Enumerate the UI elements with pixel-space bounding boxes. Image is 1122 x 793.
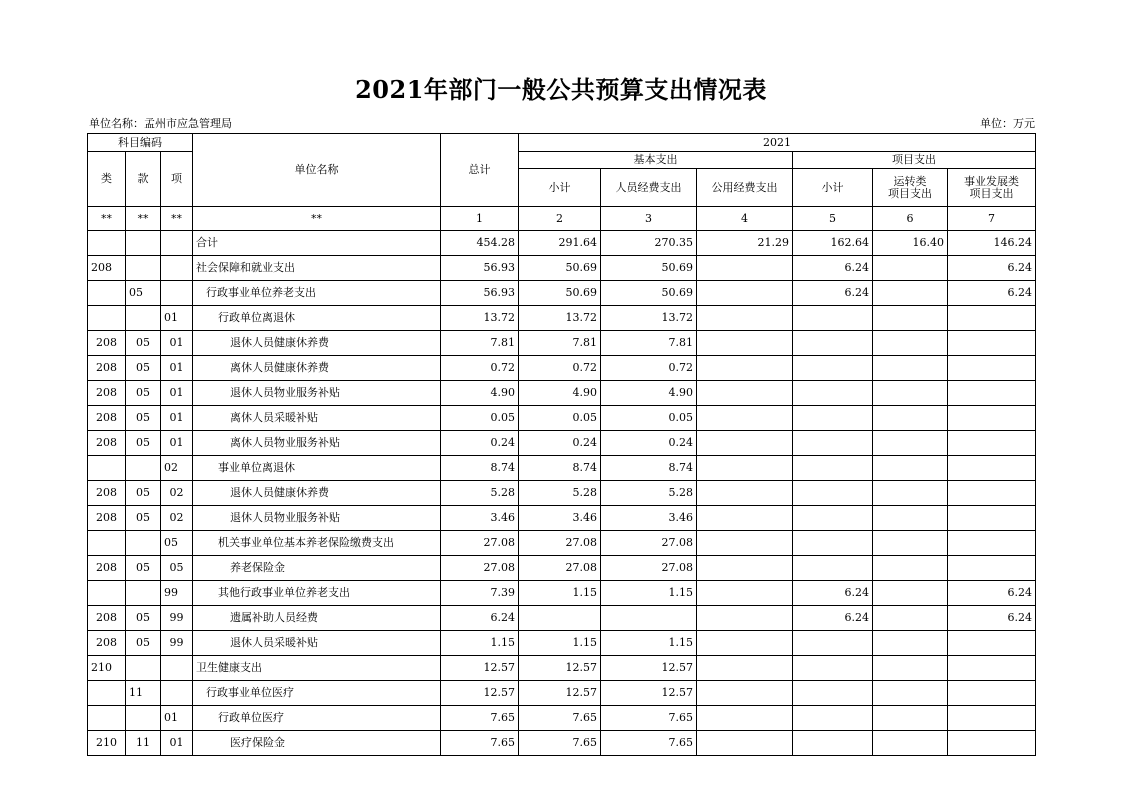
dev-project-cell: [948, 631, 1036, 656]
personnel-cell: 0.05: [601, 406, 697, 431]
total-cell: 5.28: [441, 481, 519, 506]
project-subtotal-cell: 6.24: [793, 281, 873, 306]
transfer-project-cell: [873, 556, 948, 581]
table-row: [88, 231, 1036, 256]
public-expense-cell: [697, 431, 793, 456]
index-4: 4: [697, 207, 793, 231]
project-subtotal-cell: [793, 656, 873, 681]
code-xiang: 01: [161, 306, 193, 331]
total-cell: 12.57: [441, 656, 519, 681]
code-xiang: 99: [161, 631, 193, 656]
code-xiang: 02: [161, 506, 193, 531]
code-lei: 208: [88, 506, 126, 531]
public-expense-cell: [697, 456, 793, 481]
code-kuan: 11: [126, 731, 161, 756]
dev-project-cell: [948, 531, 1036, 556]
code-lei: [88, 456, 126, 481]
code-lei: 210: [88, 656, 126, 681]
public-expense-cell: 21.29: [697, 231, 793, 256]
project-subtotal-header: 小计: [793, 169, 873, 207]
personnel-cell: 7.65: [601, 731, 697, 756]
code-xiang: [161, 681, 193, 706]
basic-subtotal-cell: 0.05: [519, 406, 601, 431]
code-lei: 208: [88, 481, 126, 506]
code-lei: 208: [88, 256, 126, 281]
basic-subtotal-cell: 0.24: [519, 431, 601, 456]
basic-subtotal-cell: 27.08: [519, 531, 601, 556]
code-xiang: 01: [161, 706, 193, 731]
index-5: 5: [793, 207, 873, 231]
code-xiang: 99: [161, 606, 193, 631]
code-kuan: 05: [126, 431, 161, 456]
code-xiang: [161, 256, 193, 281]
public-expense-header: 公用经费支出: [697, 169, 793, 207]
row-name: 行政单位离退休: [193, 306, 441, 331]
total-cell: 8.74: [441, 456, 519, 481]
personnel-cell: 0.72: [601, 356, 697, 381]
code-xiang: 01: [161, 331, 193, 356]
code-lei: 208: [88, 406, 126, 431]
transfer-project-cell: [873, 581, 948, 606]
code-kuan: [126, 256, 161, 281]
project-subtotal-cell: [793, 481, 873, 506]
total-cell: 56.93: [441, 256, 519, 281]
table-row: [88, 331, 1036, 356]
basic-subtotal-cell: 50.69: [519, 256, 601, 281]
total-header: 总计: [441, 134, 519, 207]
total-cell: 1.15: [441, 631, 519, 656]
personnel-cell: 3.46: [601, 506, 697, 531]
index-1: 1: [441, 207, 519, 231]
code-kuan: [126, 231, 161, 256]
personnel-cell: 270.35: [601, 231, 697, 256]
project-subtotal-cell: [793, 331, 873, 356]
code-lei: 210: [88, 731, 126, 756]
code-xiang: [161, 281, 193, 306]
dev-project-cell: [948, 306, 1036, 331]
public-expense-cell: [697, 356, 793, 381]
public-expense-cell: [697, 306, 793, 331]
transfer-project-cell: [873, 681, 948, 706]
total-cell: 0.72: [441, 356, 519, 381]
basic-expense-header: 基本支出: [519, 152, 793, 169]
index-7: 7: [948, 207, 1036, 231]
dev-project-cell: 6.24: [948, 281, 1036, 306]
code-lei: 208: [88, 381, 126, 406]
code-kuan: 05: [126, 556, 161, 581]
total-cell: 4.90: [441, 381, 519, 406]
total-cell: 0.24: [441, 431, 519, 456]
row-name: 离休人员物业服务补贴: [193, 431, 441, 456]
transfer-project-cell: [873, 731, 948, 756]
code-lei: [88, 706, 126, 731]
code-lei: 208: [88, 331, 126, 356]
table-row: [88, 681, 1036, 706]
basic-subtotal-cell: 3.46: [519, 506, 601, 531]
basic-subtotal-cell: 7.81: [519, 331, 601, 356]
dev-project-cell: 146.24: [948, 231, 1036, 256]
dev-project-cell: [948, 481, 1036, 506]
transfer-project-cell: [873, 456, 948, 481]
transfer-project-cell: [873, 406, 948, 431]
stars-kuan: **: [126, 207, 161, 231]
transfer-project-cell: [873, 431, 948, 456]
project-subtotal-cell: [793, 681, 873, 706]
transfer-project-cell: [873, 481, 948, 506]
row-name: 其他行政事业单位养老支出: [193, 581, 441, 606]
personnel-cell: 1.15: [601, 631, 697, 656]
code-lei: 208: [88, 556, 126, 581]
project-subtotal-cell: [793, 556, 873, 581]
public-expense-cell: [697, 281, 793, 306]
project-subtotal-cell: 6.24: [793, 581, 873, 606]
transfer-project-cell: [873, 531, 948, 556]
row-name: 离休人员健康休养费: [193, 356, 441, 381]
code-xiang: 05: [161, 531, 193, 556]
lei-header: 类: [88, 152, 126, 207]
transfer-project-header: [873, 169, 948, 207]
table-row: [88, 431, 1036, 456]
personnel-cell: 5.28: [601, 481, 697, 506]
basic-subtotal-cell: 5.28: [519, 481, 601, 506]
unit-name-label: 单位名称：孟州市应急管理局: [89, 117, 232, 130]
unit-name-header: 单位名称: [193, 134, 441, 207]
total-cell: 7.39: [441, 581, 519, 606]
transfer-project-cell: [873, 506, 948, 531]
dev-project-cell: [948, 656, 1036, 681]
project-subtotal-cell: [793, 531, 873, 556]
dev-project-cell: [948, 731, 1036, 756]
table-row: [88, 531, 1036, 556]
code-kuan: [126, 531, 161, 556]
personnel-cell: 8.74: [601, 456, 697, 481]
public-expense-cell: [697, 731, 793, 756]
stars-name: **: [193, 207, 441, 231]
public-expense-cell: [697, 406, 793, 431]
personnel-cell: 0.24: [601, 431, 697, 456]
code-xiang: [161, 656, 193, 681]
basic-subtotal-header: 小计: [519, 169, 601, 207]
transfer-project-cell: [873, 281, 948, 306]
dev-project-cell: [948, 456, 1036, 481]
table-row: [88, 731, 1036, 756]
subject-code-header: 科目编码: [88, 134, 193, 152]
transfer-project-cell: [873, 706, 948, 731]
code-kuan: 05: [126, 506, 161, 531]
row-name: 退休人员物业服务补贴: [193, 506, 441, 531]
public-expense-cell: [697, 581, 793, 606]
code-kuan: 05: [126, 406, 161, 431]
row-name: 退休人员采暖补贴: [193, 631, 441, 656]
public-expense-cell: [697, 481, 793, 506]
transfer-line-2: 项目支出: [888, 186, 932, 200]
project-subtotal-cell: 6.24: [793, 256, 873, 281]
basic-subtotal-cell: 12.57: [519, 681, 601, 706]
table-row: [88, 656, 1036, 681]
transfer-project-cell: [873, 331, 948, 356]
total-cell: 7.81: [441, 331, 519, 356]
basic-subtotal-cell: 7.65: [519, 731, 601, 756]
personnel-cell: 12.57: [601, 681, 697, 706]
basic-subtotal-cell: 27.08: [519, 556, 601, 581]
personnel-cell: 12.57: [601, 656, 697, 681]
dev-project-cell: 6.24: [948, 581, 1036, 606]
project-subtotal-cell: 162.64: [793, 231, 873, 256]
public-expense-cell: [697, 631, 793, 656]
personnel-cell: 7.81: [601, 331, 697, 356]
table-row: [88, 306, 1036, 331]
meta-bar: [89, 115, 1035, 129]
project-subtotal-cell: [793, 706, 873, 731]
public-expense-cell: [697, 381, 793, 406]
stars-lei: **: [88, 207, 126, 231]
dev-project-cell: [948, 506, 1036, 531]
table-row: [88, 406, 1036, 431]
dev-project-cell: 6.24: [948, 256, 1036, 281]
code-lei: [88, 581, 126, 606]
dev-project-cell: [948, 706, 1036, 731]
project-subtotal-cell: [793, 506, 873, 531]
row-name: 医疗保险金: [193, 731, 441, 756]
code-kuan: 05: [126, 281, 161, 306]
total-cell: 7.65: [441, 706, 519, 731]
basic-subtotal-cell: 0.72: [519, 356, 601, 381]
basic-subtotal-cell: [519, 606, 601, 631]
row-name: 合计: [193, 231, 441, 256]
transfer-project-cell: [873, 656, 948, 681]
code-kuan: [126, 306, 161, 331]
row-name: 行政事业单位养老支出: [193, 281, 441, 306]
page-title: 2021年部门一般公共预算支出情况表: [355, 75, 767, 104]
code-lei: [88, 681, 126, 706]
code-lei: [88, 531, 126, 556]
total-cell: 3.46: [441, 506, 519, 531]
table-row: [88, 606, 1036, 631]
code-kuan: 05: [126, 631, 161, 656]
table-row: [88, 581, 1036, 606]
code-xiang: 02: [161, 481, 193, 506]
code-xiang: 01: [161, 406, 193, 431]
code-kuan: 05: [126, 606, 161, 631]
code-kuan: 05: [126, 381, 161, 406]
kuan-header: 款: [126, 152, 161, 207]
public-expense-cell: [697, 656, 793, 681]
row-name: 行政事业单位医疗: [193, 681, 441, 706]
project-subtotal-cell: [793, 431, 873, 456]
project-subtotal-cell: 6.24: [793, 606, 873, 631]
dev-line-1: 事业发展类: [964, 174, 1020, 188]
personnel-cell: 13.72: [601, 306, 697, 331]
row-name: 退休人员物业服务补贴: [193, 381, 441, 406]
basic-subtotal-cell: 13.72: [519, 306, 601, 331]
table-row: [88, 356, 1036, 381]
table-row: [88, 481, 1036, 506]
code-xiang: 05: [161, 556, 193, 581]
basic-subtotal-cell: 1.15: [519, 631, 601, 656]
dev-project-header: [948, 169, 1036, 207]
total-cell: 12.57: [441, 681, 519, 706]
index-2: 2: [519, 207, 601, 231]
code-kuan: [126, 581, 161, 606]
table-row: [88, 631, 1036, 656]
project-expense-header: 项目支出: [793, 152, 1036, 169]
code-xiang: 02: [161, 456, 193, 481]
index-6: 6: [873, 207, 948, 231]
code-lei: [88, 281, 126, 306]
row-name: 机关事业单位基本养老保险缴费支出: [193, 531, 441, 556]
table-row: [88, 281, 1036, 306]
personnel-cell: 50.69: [601, 281, 697, 306]
total-cell: 7.65: [441, 731, 519, 756]
public-expense-cell: [697, 531, 793, 556]
project-subtotal-cell: [793, 456, 873, 481]
code-kuan: 11: [126, 681, 161, 706]
code-xiang: 01: [161, 431, 193, 456]
transfer-line-1: 运转类: [893, 174, 927, 188]
dev-line-2: 项目支出: [969, 186, 1014, 200]
row-name: 社会保障和就业支出: [193, 256, 441, 281]
transfer-project-cell: [873, 606, 948, 631]
project-subtotal-cell: [793, 381, 873, 406]
transfer-project-cell: [873, 256, 948, 281]
public-expense-cell: [697, 556, 793, 581]
total-cell: 454.28: [441, 231, 519, 256]
code-lei: 208: [88, 431, 126, 456]
dev-project-cell: [948, 356, 1036, 381]
basic-subtotal-cell: 12.57: [519, 656, 601, 681]
public-expense-cell: [697, 256, 793, 281]
basic-subtotal-cell: 7.65: [519, 706, 601, 731]
transfer-project-cell: [873, 306, 948, 331]
total-cell: 6.24: [441, 606, 519, 631]
row-name: 养老保险金: [193, 556, 441, 581]
code-kuan: 05: [126, 481, 161, 506]
table-row: [88, 556, 1036, 581]
dev-project-cell: [948, 381, 1036, 406]
xiang-header: 项: [161, 152, 193, 207]
header-row-1: [88, 134, 1036, 152]
code-xiang: 01: [161, 356, 193, 381]
code-lei: [88, 231, 126, 256]
index-row: [88, 207, 1036, 231]
project-subtotal-cell: [793, 406, 873, 431]
public-expense-cell: [697, 681, 793, 706]
budget-table: [87, 133, 1036, 756]
basic-subtotal-cell: 1.15: [519, 581, 601, 606]
transfer-project-cell: [873, 356, 948, 381]
code-xiang: 01: [161, 381, 193, 406]
code-lei: 208: [88, 606, 126, 631]
transfer-project-cell: [873, 631, 948, 656]
code-kuan: [126, 456, 161, 481]
table-row: [88, 381, 1036, 406]
code-xiang: 01: [161, 731, 193, 756]
row-name: 离休人员采暖补贴: [193, 406, 441, 431]
basic-subtotal-cell: 50.69: [519, 281, 601, 306]
row-name: 行政单位医疗: [193, 706, 441, 731]
code-lei: [88, 306, 126, 331]
personnel-cell: 1.15: [601, 581, 697, 606]
code-kuan: 05: [126, 356, 161, 381]
dev-project-cell: 6.24: [948, 606, 1036, 631]
row-name: 事业单位离退休: [193, 456, 441, 481]
row-name: 卫生健康支出: [193, 656, 441, 681]
public-expense-cell: [697, 606, 793, 631]
total-cell: 0.05: [441, 406, 519, 431]
public-expense-cell: [697, 706, 793, 731]
code-kuan: [126, 706, 161, 731]
public-expense-cell: [697, 331, 793, 356]
code-xiang: [161, 231, 193, 256]
basic-subtotal-cell: 291.64: [519, 231, 601, 256]
project-subtotal-cell: [793, 731, 873, 756]
project-subtotal-cell: [793, 631, 873, 656]
table-row: [88, 506, 1036, 531]
stars-xiang: **: [161, 207, 193, 231]
project-subtotal-cell: [793, 356, 873, 381]
dev-project-cell: [948, 406, 1036, 431]
table-row: [88, 256, 1036, 281]
personnel-cell: 4.90: [601, 381, 697, 406]
dev-project-cell: [948, 681, 1036, 706]
personnel-cell: 7.65: [601, 706, 697, 731]
row-name: 退休人员健康休养费: [193, 331, 441, 356]
year-header: 2021: [519, 134, 1036, 152]
row-name: 退休人员健康休养费: [193, 481, 441, 506]
code-lei: 208: [88, 631, 126, 656]
dev-project-cell: [948, 331, 1036, 356]
personnel-header: 人员经费支出: [601, 169, 697, 207]
basic-subtotal-cell: 4.90: [519, 381, 601, 406]
personnel-cell: 50.69: [601, 256, 697, 281]
table-row: [88, 456, 1036, 481]
total-cell: 13.72: [441, 306, 519, 331]
project-subtotal-cell: [793, 306, 873, 331]
row-name: 遗属补助人员经费: [193, 606, 441, 631]
total-cell: 27.08: [441, 531, 519, 556]
personnel-cell: 27.08: [601, 531, 697, 556]
dev-project-cell: [948, 556, 1036, 581]
dev-project-cell: [948, 431, 1036, 456]
transfer-project-cell: [873, 381, 948, 406]
code-xiang: 99: [161, 581, 193, 606]
index-3: 3: [601, 207, 697, 231]
public-expense-cell: [697, 506, 793, 531]
personnel-cell: [601, 606, 697, 631]
code-lei: 208: [88, 356, 126, 381]
personnel-cell: 27.08: [601, 556, 697, 581]
code-kuan: [126, 656, 161, 681]
unit-of-measure-label: 单位：万元: [980, 117, 1035, 130]
transfer-project-cell: 16.40: [873, 231, 948, 256]
total-cell: 27.08: [441, 556, 519, 581]
total-cell: 56.93: [441, 281, 519, 306]
table-row: [88, 706, 1036, 731]
code-kuan: 05: [126, 331, 161, 356]
basic-subtotal-cell: 8.74: [519, 456, 601, 481]
